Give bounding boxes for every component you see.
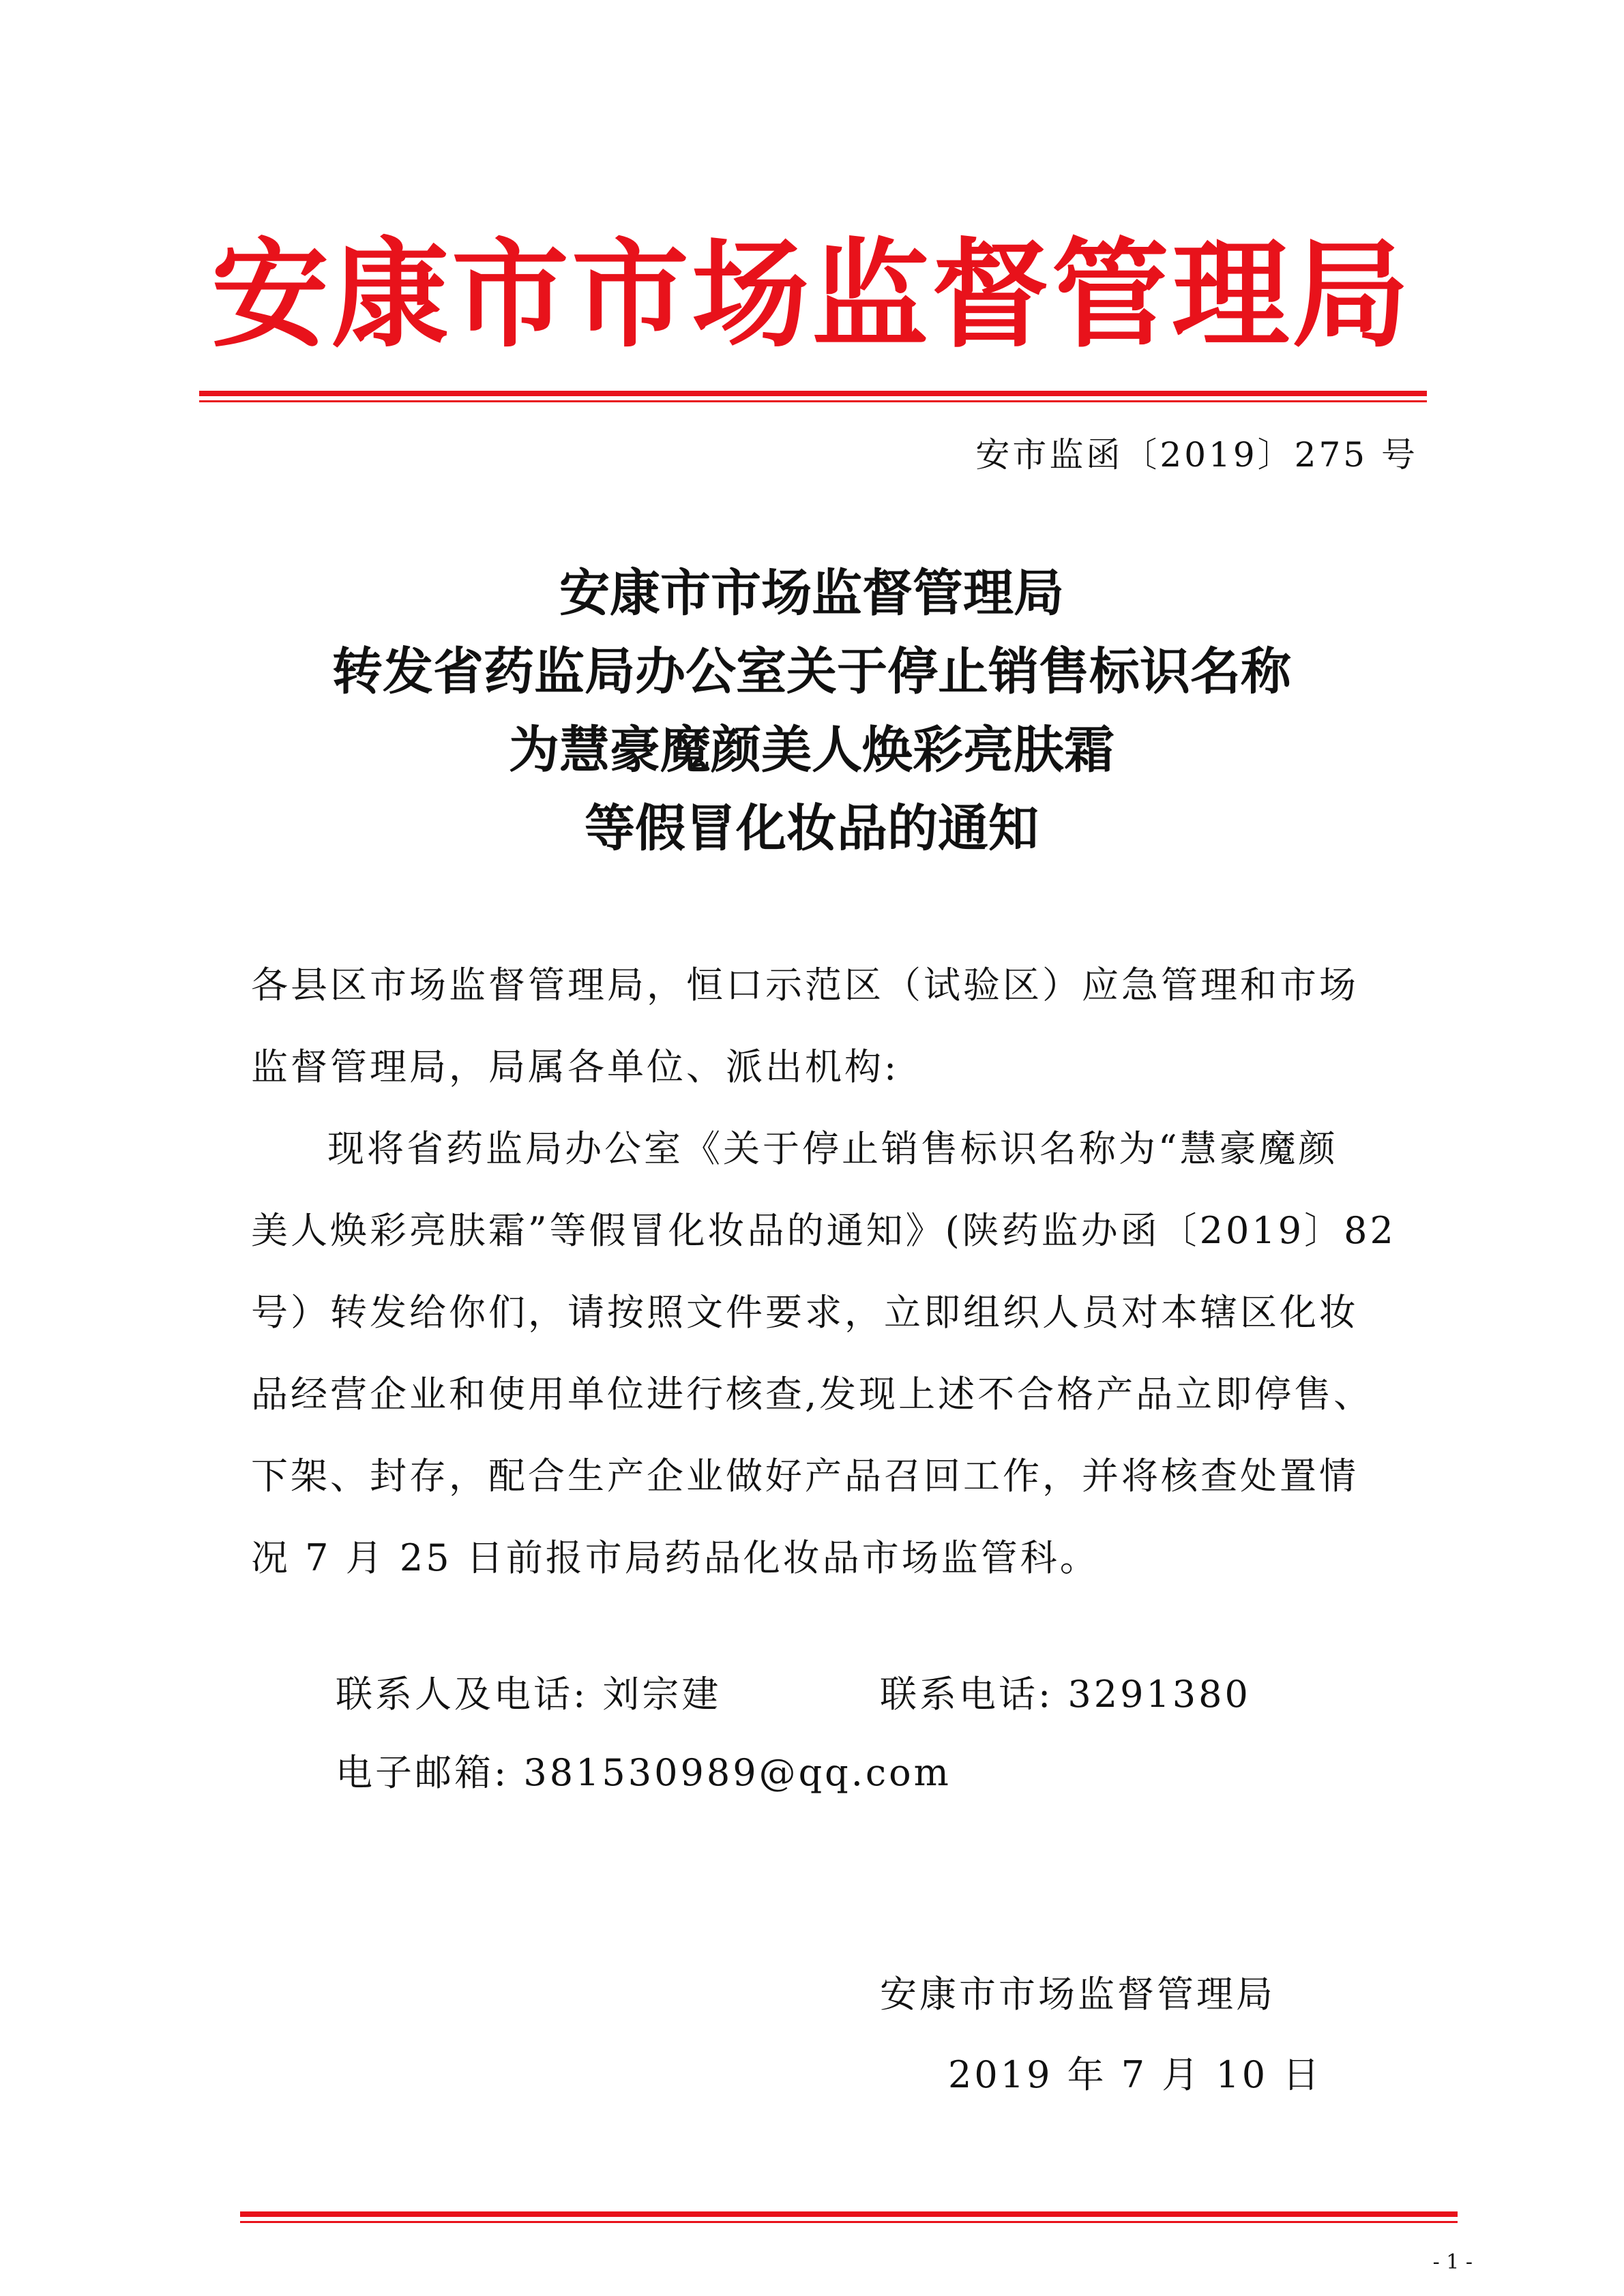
paragraph-line-2: 美人焕彩亮肤霜”等假冒化妆品的通知》(陕药监办函〔2019〕82 bbox=[251, 1209, 1396, 1252]
contact-person: 联系人及电话: 刘宗建 bbox=[336, 1673, 722, 1716]
paragraph-line-1: 现将省药监局办公室《关于停止销售标识名称为“慧豪魔颜 bbox=[327, 1127, 1338, 1170]
title-line-1: 安康市市场监督管理局 bbox=[559, 564, 1064, 623]
contact-email: 电子邮箱: 381530989@qq.com bbox=[336, 1751, 951, 1794]
header-rule-thin bbox=[199, 400, 1427, 402]
title-line-4: 等假冒化妆品的通知 bbox=[585, 799, 1039, 858]
page-number: - 1 - bbox=[1432, 2250, 1473, 2274]
salutation-line-2: 监督管理局，局属各单位、派出机构: bbox=[251, 1045, 900, 1088]
paragraph-line-4: 品经营企业和使用单位进行核查,发现上述不合格产品立即停售、 bbox=[251, 1373, 1374, 1416]
contact-phone: 联系电话: 3291380 bbox=[880, 1673, 1251, 1716]
org-header: 安康市市场监督管理局 bbox=[211, 225, 1412, 363]
signature-date: 2019 年 7 月 10 日 bbox=[948, 2053, 1323, 2096]
document-number: 安市监函〔2019〕275 号 bbox=[975, 435, 1418, 475]
title-line-2: 转发省药监局办公室关于停止销售标识名称 bbox=[332, 642, 1291, 701]
footer-rule-thin bbox=[240, 2221, 1458, 2223]
salutation-line-1: 各县区市场监督管理局，恒口示范区（试验区）应急管理和市场 bbox=[251, 964, 1359, 1007]
signature-org: 安康市市场监督管理局 bbox=[880, 1973, 1275, 2016]
paragraph-line-5: 下架、封存，配合生产企业做好产品召回工作，并将核查处置情 bbox=[251, 1455, 1359, 1497]
header-rule-thick bbox=[199, 391, 1427, 396]
title-line-3: 为慧豪魔颜美人焕彩亮肤霜 bbox=[509, 721, 1114, 779]
footer-rule-thick bbox=[240, 2211, 1458, 2217]
paragraph-line-6: 况 7 月 25 日前报市局药品化妆品市场监管科。 bbox=[251, 1536, 1099, 1579]
paragraph-line-3: 号）转发给你们，请按照文件要求，立即组织人员对本辖区化妆 bbox=[251, 1291, 1359, 1334]
